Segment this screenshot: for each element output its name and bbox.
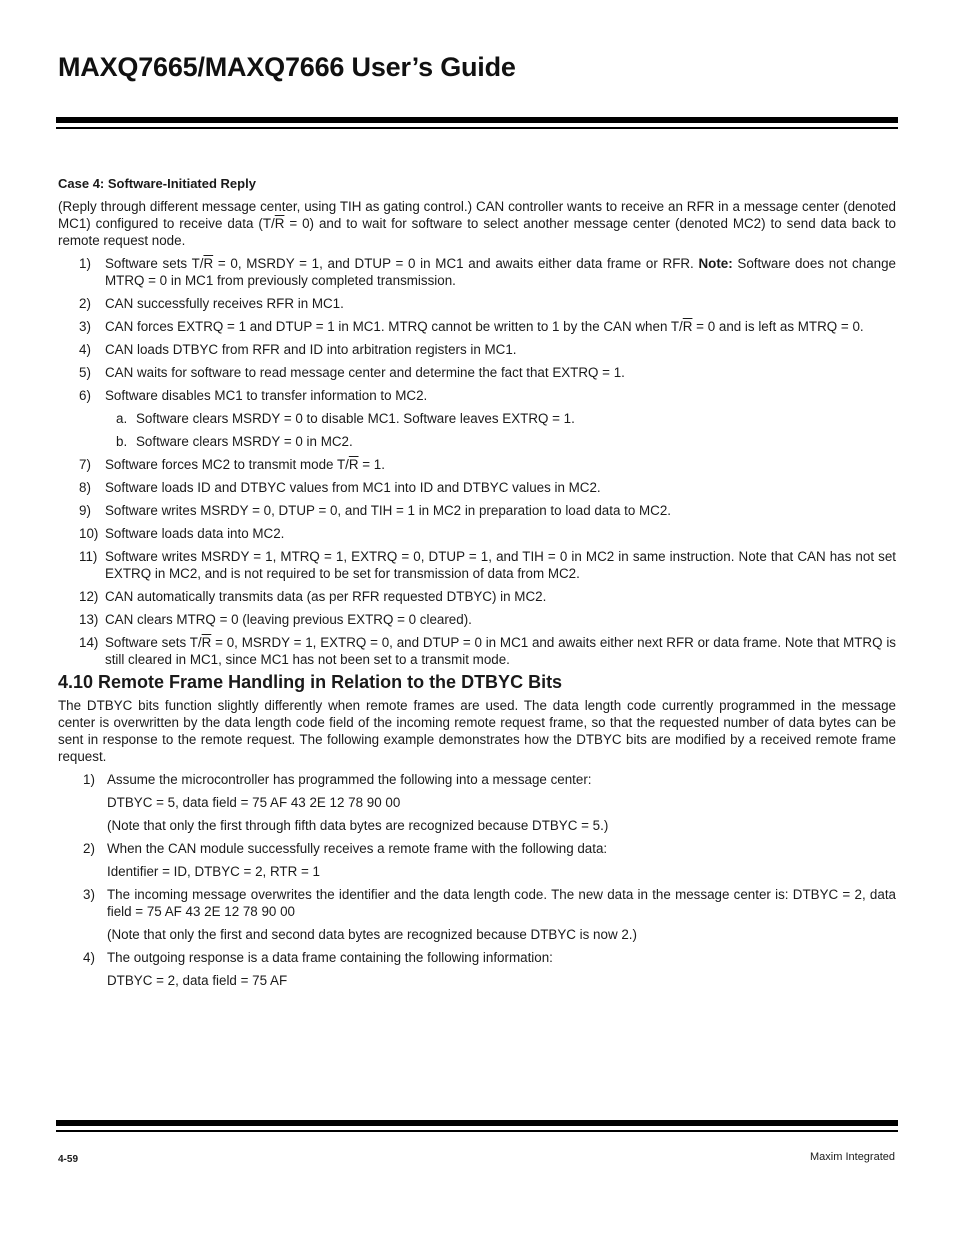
item-number: 10) xyxy=(79,526,99,541)
list-item xyxy=(58,502,896,519)
case4-intro xyxy=(58,198,896,249)
list-item xyxy=(58,634,896,668)
item-text: Software writes MSRDY = 1, MTRQ = 1, EXTRQ = 0, DTUP = 1, and TIH = 0 in MC2 in same instruction. Note that CAN has not set EXTRQ in MC2, and is not required to be set for transmission of data from MC2. xyxy=(105,549,896,581)
item-number: 14) xyxy=(79,635,99,650)
sub-item-label: b. xyxy=(116,434,128,449)
item-text: Software disables MC1 to transfer information to MC2. xyxy=(105,388,428,403)
list-item xyxy=(58,949,896,966)
list-item xyxy=(58,341,896,358)
item-text: Software forces MC2 to transmit mode T/ xyxy=(105,457,349,472)
list-item xyxy=(58,840,896,857)
item-text: Assume the microcontroller has programmed the following into a message center: xyxy=(107,772,592,787)
list-item xyxy=(58,456,896,473)
list-item xyxy=(58,479,896,496)
item-number: 3) xyxy=(83,887,95,902)
list-item xyxy=(58,611,896,628)
item-number: 1) xyxy=(83,772,95,787)
list-item xyxy=(58,548,896,582)
item-number: 4) xyxy=(79,342,91,357)
r-overline: $\overline{R}$ xyxy=(203,256,214,271)
sub-list-item xyxy=(58,433,896,450)
item-number: 2) xyxy=(79,296,91,311)
item-detail: DTBYC = 5, data field = 75 AF 43 2E 12 78 90 00 xyxy=(107,795,401,810)
page-number: 4-59 xyxy=(58,1154,79,1165)
header-rule-thin xyxy=(56,127,898,129)
list-item xyxy=(58,387,896,404)
item-number: 7) xyxy=(79,457,91,472)
section-heading: 4.10 Remote Frame Handling in Relation to the DTBYC Bits xyxy=(58,672,563,692)
footer-rule-thick xyxy=(56,1120,898,1126)
r-overline: $\overline{R}$ xyxy=(201,635,212,650)
item-text: CAN successfully receives RFR in MC1. xyxy=(105,296,344,311)
page-content xyxy=(58,175,896,995)
list-item xyxy=(58,255,896,289)
item-detail: (Note that only the first and second data bytes are recognized because DTBYC is now 2.) xyxy=(107,927,637,942)
page-title: MAXQ7665/MAXQ7666 User’s Guide xyxy=(58,52,516,82)
list-item xyxy=(58,295,896,312)
item-text: CAN loads DTBYC from RFR and ID into arbitration registers in MC1. xyxy=(105,342,517,357)
list-item xyxy=(58,886,896,920)
footer-rule-thin xyxy=(56,1130,898,1132)
case4-intro-part: (Reply through different message center, using TIH as gating control.) CAN controller wants to receive an RFR in a message center (denoted MC1) configured to receive data (T/ xyxy=(58,199,896,231)
case4-intro-part: = 0) and to wait for software to select another message center (denoted MC2) to send data back to remote request node. xyxy=(58,216,896,248)
item-text: The outgoing response is a data frame containing the following information: xyxy=(107,950,553,965)
item-text: = 0, MSRDY = 1, and DTUP = 0 in MC1 and awaits either data frame or RFR. xyxy=(213,256,699,271)
section-intro: The DTBYC bits function slightly differently when remote frames are used. The data length code currently programmed in the message center is overwritten by the data length code field of the incoming remote request frame, so that the requested number of data bytes can be sent in response to the remote request. The following example demonstrates how the DTBYC bits are modified by a received remote frame request. xyxy=(58,698,896,764)
item-text: = 1. xyxy=(358,457,385,472)
item-text: Software writes MSRDY = 0, DTUP = 0, and TIH = 1 in MC2 in preparation to load data to MC2. xyxy=(105,503,672,518)
list-item xyxy=(58,588,896,605)
item-text: Software sets T/ xyxy=(105,256,204,271)
sub-list-item xyxy=(58,410,896,427)
r-overline: $\overline{R}$ xyxy=(682,319,693,334)
sub-item-text: Software clears MSRDY = 0 in MC2. xyxy=(136,434,353,449)
list-item xyxy=(58,771,896,788)
item-text: CAN waits for software to read message center and determine the fact that EXTRQ = 1. xyxy=(105,365,625,380)
item-text: = 0, MSRDY = 1, EXTRQ = 0, and DTUP = 0 in MC1 and awaits either next RFR or data frame. Note that MTRQ is still cleared in MC1, since MC1 has not been set to a transmit mode. xyxy=(105,635,896,667)
r-overline: $\overline{R}$ xyxy=(274,216,285,231)
item-number: 6) xyxy=(79,388,91,403)
r-overline: $\overline{R}$ xyxy=(348,457,359,472)
sub-item-label: a. xyxy=(116,411,128,426)
item-number: 12) xyxy=(79,589,99,604)
item-detail: Identifier = ID, DTBYC = 2, RTR = 1 xyxy=(107,864,320,879)
list-item xyxy=(58,525,896,542)
sub-item-text: Software clears MSRDY = 0 to disable MC1. Software leaves EXTRQ = 1. xyxy=(136,411,575,426)
item-text: CAN automatically transmits data (as per RFR requested DTBYC) in MC2. xyxy=(105,589,547,604)
item-text: CAN clears MTRQ = 0 (leaving previous EXTRQ = 0 cleared). xyxy=(105,612,472,627)
item-text: CAN forces EXTRQ = 1 and DTUP = 1 in MC1. MTRQ cannot be written to 1 by the CAN when T/ xyxy=(105,319,683,334)
item-text: Software sets T/ xyxy=(105,635,202,650)
item-text: Software loads data into MC2. xyxy=(105,526,285,541)
list-item xyxy=(58,364,896,381)
item-number: 4) xyxy=(83,950,95,965)
item-text: Software does not change MTRQ = 0 in MC1 from previously completed transmission. xyxy=(105,256,896,288)
item-number: 11) xyxy=(79,549,98,564)
item-text: The incoming message overwrites the identifier and the data length code. The new data in the message center is: DTBYC = 2, data field = 75 AF 43 2E 12 78 90 00 xyxy=(107,887,896,919)
case4-heading: Case 4: Software-Initiated Reply xyxy=(58,176,256,191)
item-text: Software loads ID and DTBYC values from MC1 into ID and DTBYC values in MC2. xyxy=(105,480,601,495)
note-label: Note: xyxy=(698,256,733,271)
item-detail: (Note that only the first through fifth data bytes are recognized because DTBYC = 5.) xyxy=(107,818,609,833)
item-number: 1) xyxy=(79,256,91,271)
item-number: 13) xyxy=(79,612,99,627)
item-number: 9) xyxy=(79,503,91,518)
list-item xyxy=(58,318,896,335)
item-number: 5) xyxy=(79,365,91,380)
item-text: When the CAN module successfully receives a remote frame with the following data: xyxy=(107,841,608,856)
item-detail: DTBYC = 2, data field = 75 AF xyxy=(107,973,288,988)
item-text: = 0 and is left as MTRQ = 0. xyxy=(692,319,864,334)
item-number: 2) xyxy=(83,841,95,856)
company-name: Maxim Integrated xyxy=(810,1151,895,1163)
item-number: 8) xyxy=(79,480,91,495)
header-rule-thick xyxy=(56,117,898,123)
item-number: 3) xyxy=(79,319,91,334)
